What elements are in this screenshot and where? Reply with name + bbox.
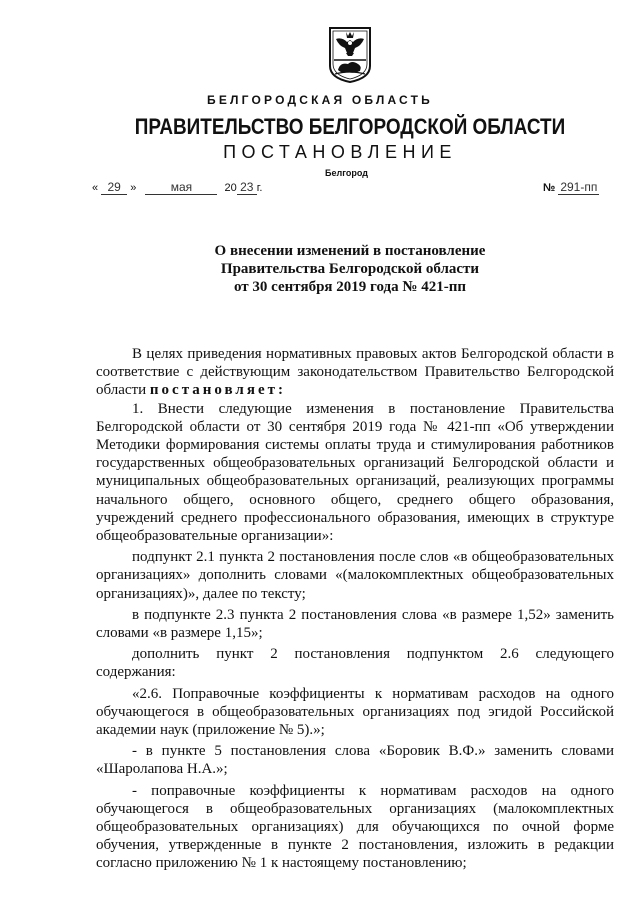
date-month: мая (145, 180, 217, 195)
belgorod-coat-of-arms-icon (328, 26, 372, 84)
paragraph-add-subitem: дополнить пункт 2 постановления подпунктом 2.6 следующего содержания: (96, 646, 614, 681)
paragraph-item-1: 1. Внести следующие изменения в постановление Правительства Белгородской области от 30 сентября 2019 года № 421-пп «Об утверждении Методики формирования системы оплаты труда и стимулирования работников государственных общеобразовательных организаций Белгородской области и муниципальных общеобразовательных организаций, реализующих программы начального общего, основного общего, среднего общего образования, учреждений среднего профессионального образования, имеющих в структуре общеобразовательные организации»: (96, 400, 614, 545)
date-year: 23 (237, 180, 257, 195)
paragraph-subitem-2-3: в подпункте 2.3 пункта 2 постановления слова «в размере 1,52» заменить словами «в размере 1,15»; (96, 606, 614, 642)
document-type: ПОСТАНОВЛЕНИЕ (223, 142, 457, 162)
paragraph-preamble: В целях приведения нормативных правовых актов Белгородской области в соответствие с действующим законодательством Правительство Белгородской области постановляет: (96, 346, 614, 399)
decree-number-value: 291-пп (560, 180, 598, 194)
decrees-keyword: постановляет: (149, 382, 286, 399)
paragraph-subitem-2-6: «2.6. Поправочные коэффициенты к нормативам расходов на одного обучающегося в общеобразовательных организациях под эгидой Российской академии наук (приложение № 5).»; (96, 685, 614, 739)
region-name: БЕЛГОРОДСКАЯ ОБЛАСТЬ (207, 93, 433, 107)
date-day: 29 (101, 180, 127, 195)
paragraph-subitem-2-1: подпункт 2.1 пункта 2 постановления после слов «в общеобразовательных организациях» дополнить словами «(малокомплектных общеобразовательных организациях)», далее по тексту; (96, 549, 614, 602)
decree-number: № 291-пп (543, 180, 598, 194)
document-title: О внесении изменений в постановление Правительства Белгородской области от 30 сентября 2019 года № 421-пп (214, 243, 486, 295)
decree-date: « 29 » мая 20 23 г. (92, 180, 263, 194)
document-body (96, 345, 614, 873)
city-name: Белгород (325, 168, 368, 178)
government-title: ПРАВИТЕЛЬСТВО БЕЛГОРОДСКОЙ ОБЛАСТИ (134, 114, 566, 139)
paragraph-coefficients: - поправочные коэффициенты к нормативам расходов на одного обучающегося в общеобразовательных организациях (малокомплектных общеобразовательных организациях) для обучающихся по очной форме обучения, утвержденные в пункте 2 постановления, изложить в редакции согласно приложению № 1 к настоящему постановлению; (96, 782, 614, 872)
paragraph-item-5: - в пункте 5 постановления слова «Боровик В.Ф.» заменить словами «Шаролапова Н.А.»; (96, 743, 614, 778)
